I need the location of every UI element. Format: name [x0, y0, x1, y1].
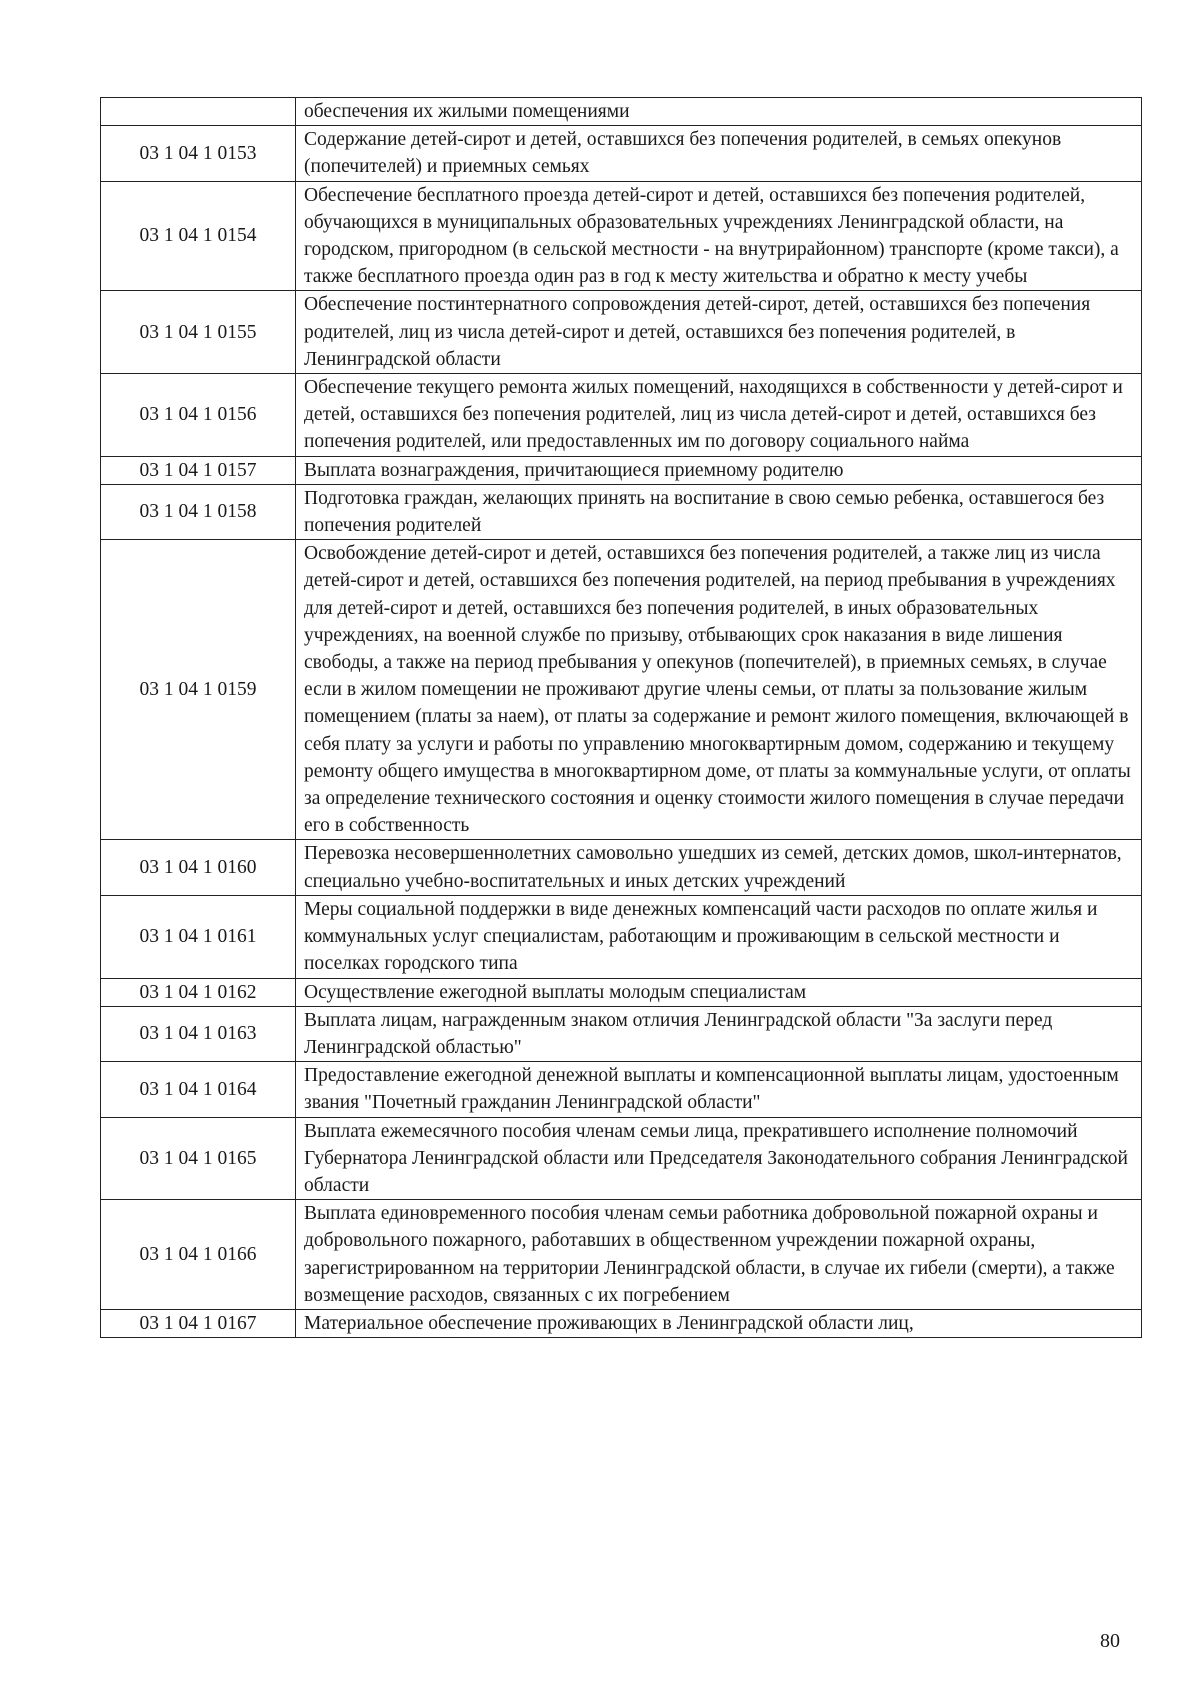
table-row: [101, 1309, 1142, 1337]
table-row: [101, 484, 1142, 539]
code-cell: 03 1 04 1 0154: [101, 181, 296, 291]
code-cell: 03 1 04 1 0159: [101, 540, 296, 840]
description-cell: Меры социальной поддержки в виде денежных компенсаций части расходов по оплате жилья и коммунальных услуг специалистам, работающим и проживающим в сельской местности и поселках городского типа: [296, 895, 1142, 978]
page-number: 80: [1100, 1630, 1120, 1652]
description-cell: Выплата вознаграждения, причитающиеся приемному родителю: [296, 456, 1142, 484]
description-cell: Обеспечение текущего ремонта жилых помещений, находящихся в собственности у детей-сирот и детей, оставшихся без попечения родителей, лиц из числа детей-сирот и детей, оставшихся без попечения родителей, или предоставленных им по договору социального найма: [296, 374, 1142, 457]
budget-code-table-body: [101, 98, 1142, 1338]
table-row: [101, 540, 1142, 840]
code-cell: 03 1 04 1 0166: [101, 1200, 296, 1310]
table-row: [101, 456, 1142, 484]
description-cell: Освобождение детей-сирот и детей, оставшихся без попечения родителей, а также лиц из числа детей-сирот и детей, оставшихся без попечения родителей, на период пребывания в учреждениях для детей-сирот и детей, оставшихся без попечения родителей, в иных образовательных учреждениях, на военной службе по призыву, отбывающих срок наказания в виде лишения свободы, а также на период пребывания у опекунов (попечителей), в приемных семьях, в случае если в жилом помещении не проживают другие члены семьи, от платы за пользование жилым помещением (платы за наем), от платы за содержание и ремонт жилого помещения, включающей в себя плату за услуги и работы по управлению многоквартирным домом, содержанию и текущему ремонту общего имущества в многоквартирном доме, от платы за коммунальные услуги, от оплаты за определение технического состояния и оценку стоимости жилого помещения в случае передачи его в собственность: [296, 540, 1142, 840]
code-cell: 03 1 04 1 0157: [101, 456, 296, 484]
description-cell: Перевозка несовершеннолетних самовольно ушедших из семей, детских домов, школ-интернатов, специально учебно-воспитательных и иных детских учреждений: [296, 840, 1142, 895]
table-row: [101, 291, 1142, 374]
code-cell: 03 1 04 1 0153: [101, 126, 296, 181]
table-row: [101, 895, 1142, 978]
description-cell: обеспечения их жилыми помещениями: [296, 98, 1142, 126]
description-cell: Содержание детей-сирот и детей, оставшихся без попечения родителей, в семьях опекунов (попечителей) и приемных семьях: [296, 126, 1142, 181]
description-cell: Выплата ежемесячного пособия членам семьи лица, прекратившего исполнение полномочий Губернатора Ленинградской области или Председателя Законодательного собрания Ленинградской области: [296, 1117, 1142, 1200]
description-cell: Материальное обеспечение проживающих в Ленинградской области лиц,: [296, 1309, 1142, 1337]
table-row: [101, 1062, 1142, 1117]
description-cell: Выплата лицам, награжденным знаком отличия Ленинградской области "За заслуги перед Ленинградской областью": [296, 1006, 1142, 1061]
budget-code-table: [100, 97, 1142, 1338]
code-cell: 03 1 04 1 0161: [101, 895, 296, 978]
table-row: [101, 1200, 1142, 1310]
table-row: [101, 1006, 1142, 1061]
table-row: [101, 840, 1142, 895]
description-cell: Обеспечение бесплатного проезда детей-сирот и детей, оставшихся без попечения родителей, обучающихся в муниципальных образовательных учреждениях Ленинградской области, на городском, пригородном (в сельской местности - на внутрирайонном) транспорте (кроме такси), а также бесплатного проезда один раз в год к месту жительства и обратно к месту учебы: [296, 181, 1142, 291]
table-row: [101, 126, 1142, 181]
table-row: [101, 98, 1142, 126]
code-cell: [101, 98, 296, 126]
table-row: [101, 978, 1142, 1006]
description-cell: Осуществление ежегодной выплаты молодым специалистам: [296, 978, 1142, 1006]
code-cell: 03 1 04 1 0158: [101, 484, 296, 539]
code-cell: 03 1 04 1 0156: [101, 374, 296, 457]
table-row: [101, 374, 1142, 457]
table-row: [101, 1117, 1142, 1200]
code-cell: 03 1 04 1 0164: [101, 1062, 296, 1117]
code-cell: 03 1 04 1 0163: [101, 1006, 296, 1061]
description-cell: Выплата единовременного пособия членам семьи работника добровольной пожарной охраны и добровольного пожарного, работавших в общественном учреждении пожарной охраны, зарегистрированном на территории Ленинградской области, в случае их гибели (смерти), а также возмещение расходов, связанных с их погребением: [296, 1200, 1142, 1310]
description-cell: Подготовка граждан, желающих принять на воспитание в свою семью ребенка, оставшегося без попечения родителей: [296, 484, 1142, 539]
description-cell: Предоставление ежегодной денежной выплаты и компенсационной выплаты лицам, удостоенным звания "Почетный гражданин Ленинградской области": [296, 1062, 1142, 1117]
code-cell: 03 1 04 1 0162: [101, 978, 296, 1006]
description-cell: Обеспечение постинтернатного сопровождения детей-сирот, детей, оставшихся без попечения родителей, лиц из числа детей-сирот и детей, оставшихся без попечения родителей, в Ленинградской области: [296, 291, 1142, 374]
table-row: [101, 181, 1142, 291]
code-cell: 03 1 04 1 0155: [101, 291, 296, 374]
code-cell: 03 1 04 1 0165: [101, 1117, 296, 1200]
code-cell: 03 1 04 1 0167: [101, 1309, 296, 1337]
code-cell: 03 1 04 1 0160: [101, 840, 296, 895]
